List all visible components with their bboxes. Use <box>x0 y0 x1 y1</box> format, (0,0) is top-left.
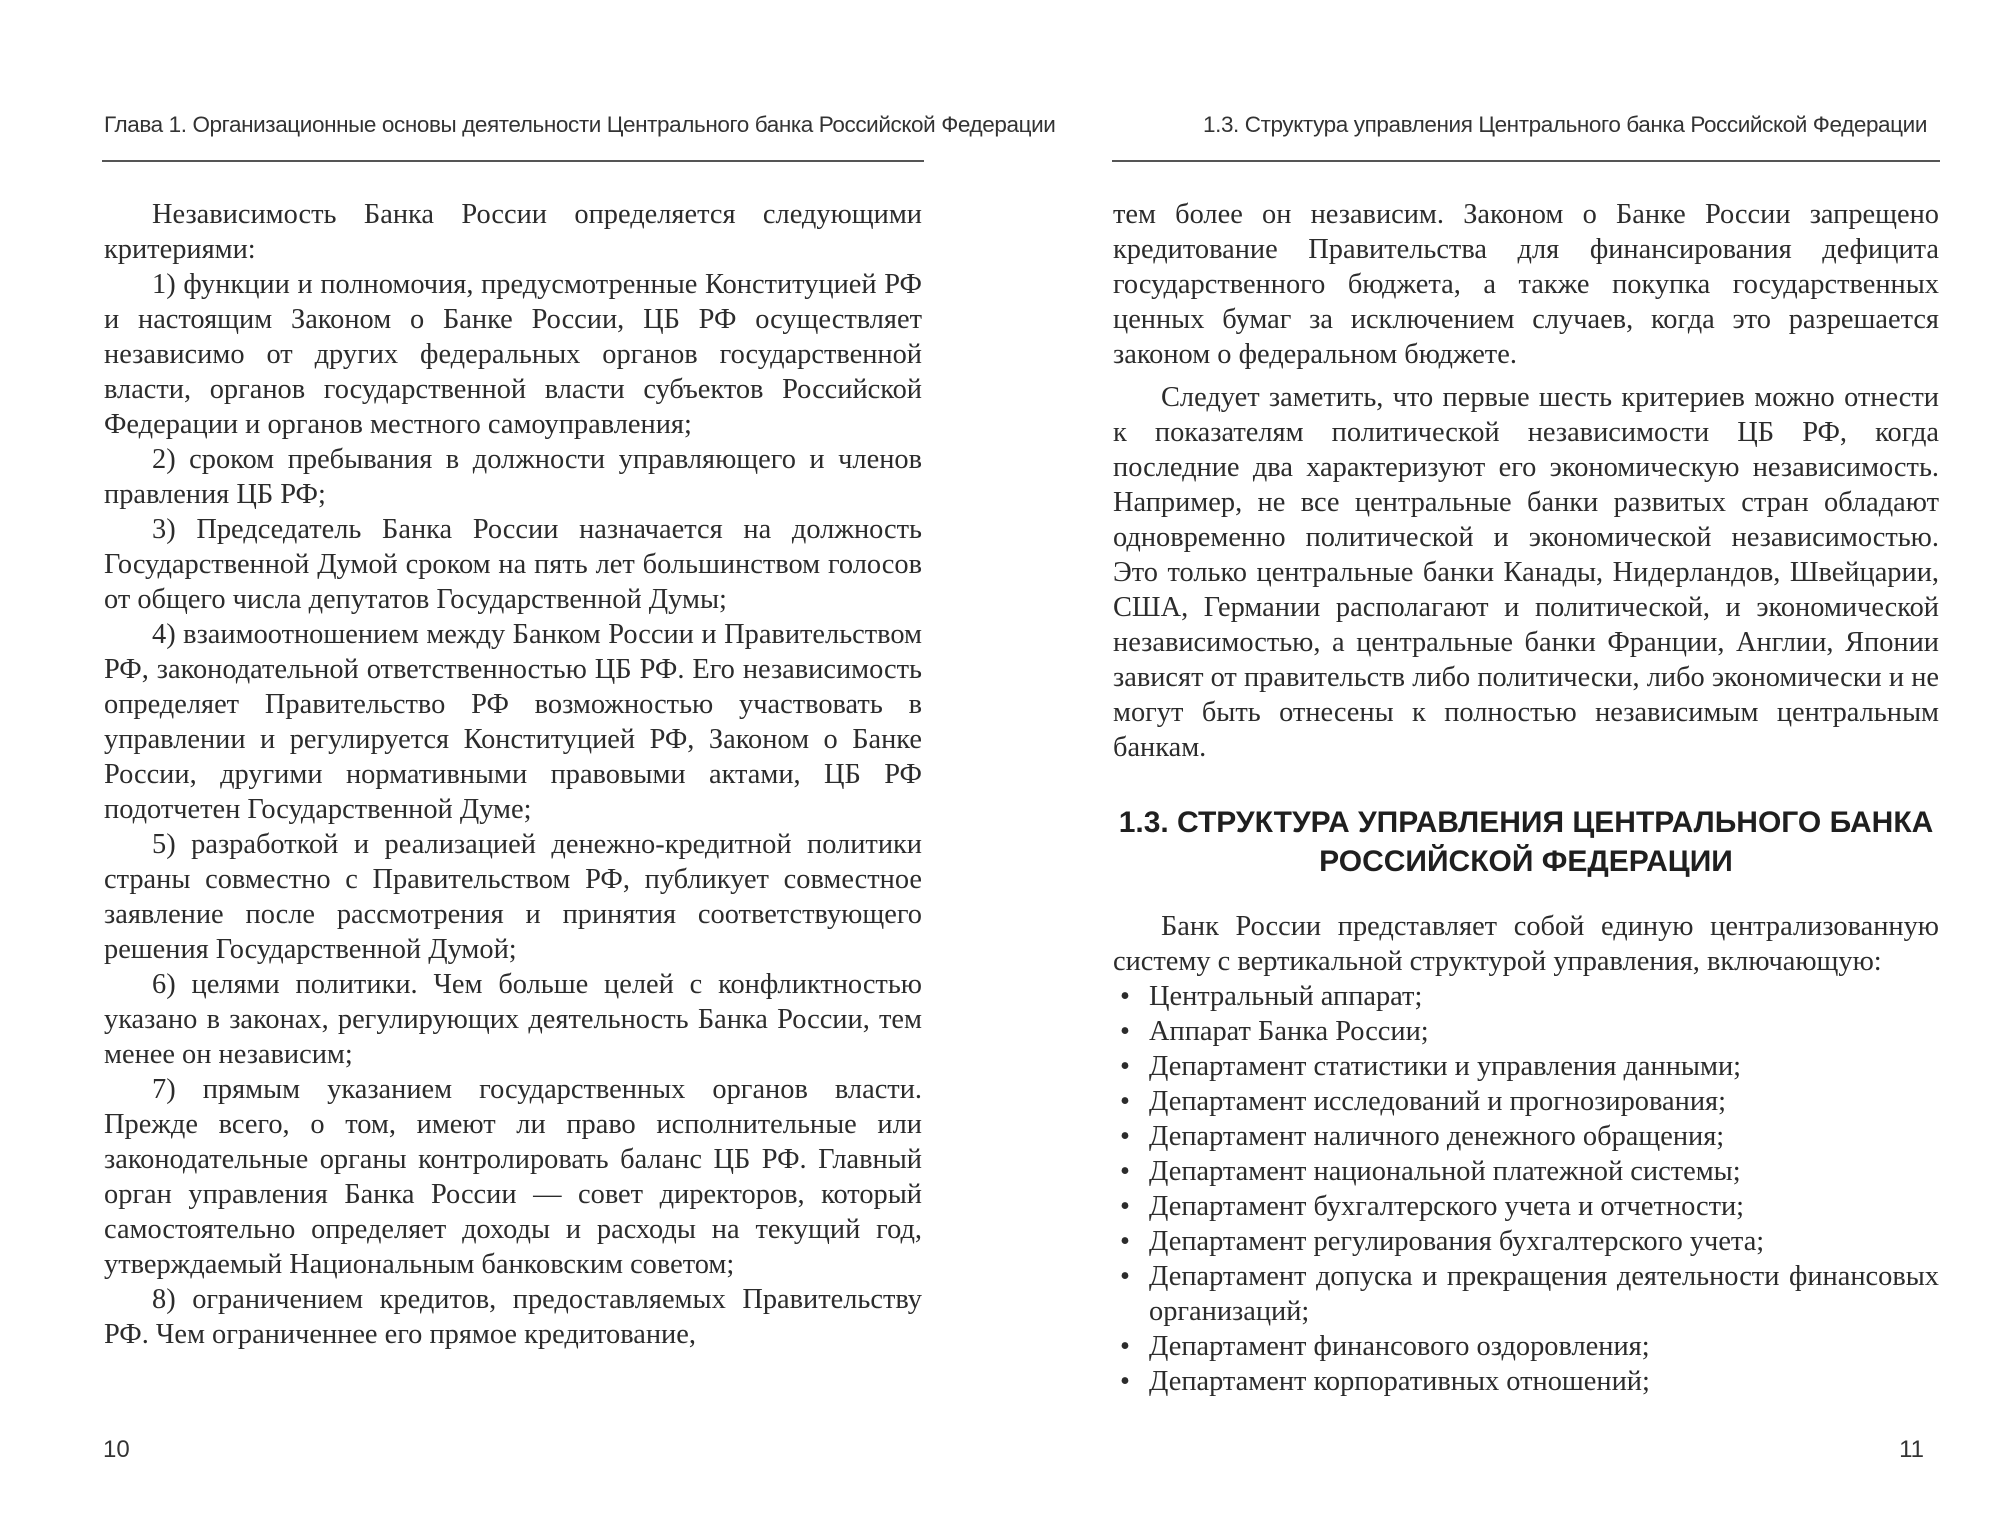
bullet-icon: • <box>1120 1331 1130 1362</box>
bullet-icon: • <box>1120 1051 1130 1082</box>
bullet-icon: • <box>1120 1016 1130 1047</box>
list-item: • Аппарат Банка России; <box>1113 1014 1939 1049</box>
list-item: • Департамент корпоративных отношений; <box>1113 1364 1939 1399</box>
criterion-5: 5) разработкой и реализацией денежно-кредитной политики страны совместно с Правительством РФ, публикует совместное заявление после рассмотрения и принятия соответствующего решения Государственной Думой; <box>104 829 922 965</box>
list-item: • Департамент статистики и управления данными; <box>1113 1049 1939 1084</box>
structure-intro: Банк России представляет собой единую централизованную систему с вертикальной структурой управления, включающую: <box>1113 911 1939 977</box>
right-running-header: 1.3. Структура управления Центрального банка Российской Федерации <box>1202 112 1927 137</box>
criterion-3: 3) Председатель Банка России назначается на должность Государственной Думой сроком на пять лет большинством голосов от общего числа депутатов Государственной Думы; <box>104 514 922 615</box>
paragraph-intro: Независимость Банка России определяется следующими критериями: <box>104 199 922 265</box>
list-item: • Департамент исследований и прогнозирования; <box>1113 1084 1939 1119</box>
section-heading-line-1: 1.3. СТРУКТУРА УПРАВЛЕНИЯ ЦЕНТРАЛЬНОГО БАНКА <box>1118 806 1934 839</box>
right-page <box>1000 0 2000 1534</box>
list-item: • Департамент допуска и прекращения деятельности финансовых организаций; <box>1113 1259 1939 1329</box>
right-header-rule <box>1112 160 1940 162</box>
bullet-icon: • <box>1120 1261 1130 1292</box>
section-heading-line-2: РОССИЙСКОЙ ФЕДЕРАЦИИ <box>1319 845 1733 878</box>
left-page-number: 10 <box>103 1436 130 1463</box>
list-item: • Департамент национальной платежной системы; <box>1113 1154 1939 1189</box>
criterion-8: 8) ограничением кредитов, предоставляемых Правительству РФ. Чем ограниченнее его прямое кредитование, <box>104 1284 922 1350</box>
bullet-icon: • <box>1120 1226 1130 1257</box>
bullet-icon: • <box>1120 1366 1130 1397</box>
continuation-paragraph: тем более он независим. Законом о Банке России запрещено кредитование Правительства для финансирования дефицита государственного бюджета, а также покупка государственных ценных бумаг за исключением случаев, когда это разрешается законом о федеральном бюджете. <box>1113 199 1939 370</box>
list-item: • Департамент наличного денежного обращения; <box>1113 1119 1939 1154</box>
right-page-number: 11 <box>1899 1436 1924 1463</box>
criterion-1: 1) функции и полномочия, предусмотренные Конституцией РФ и настоящим Законом о Банке России, ЦБ РФ осуществляет независимо от других федеральных органов государственной власти, органов государственной власти субъектов Российской Федерации и органов местного самоуправления; <box>104 269 922 440</box>
independence-paragraph: Следует заметить, что первые шесть критериев можно отнести к показателям политической независимости ЦБ РФ, когда последние два характеризуют его экономическую независимость. Например, не все центральные банки развитых стран обладают одновременно политической и экономической независимостью. Это только центральные банки Канады, Нидерландов, Швейцарии, США, Германии располагают и политической, и экономической независимостью, а центральные банки Франции, Англии, Японии зависят от правительств либо политически, либо экономически и не могут быть отнесены к полностью независимым центральным банкам. <box>1113 382 1939 763</box>
bullet-icon: • <box>1120 1191 1130 1222</box>
criterion-6: 6) целями политики. Чем больше целей с конфликтностью указано в законах, регулирующих деятельность Банка России, тем менее он независим; <box>104 969 922 1070</box>
criterion-2: 2) сроком пребывания в должности управляющего и членов правления ЦБ РФ; <box>104 444 922 510</box>
left-running-header: Глава 1. Организационные основы деятельности Центрального банка Российской Федерации <box>104 112 1056 137</box>
list-item: • Департамент бухгалтерского учета и отчетности; <box>1113 1189 1939 1224</box>
bullet-icon: • <box>1120 981 1130 1012</box>
left-header-rule <box>102 160 924 162</box>
bullet-icon: • <box>1120 1121 1130 1152</box>
left-page-body <box>104 197 922 1352</box>
criterion-7: 7) прямым указанием государственных органов власти. Прежде всего, о том, имеют ли право исполнительные или законодательные органы контролировать баланс ЦБ РФ. Главный орган управления Банка России — совет директоров, который самостоятельно определяет доходы и расходы на текущий год, утверждаемый Национальным банковским советом; <box>104 1074 922 1280</box>
right-page-body <box>1113 197 1939 1399</box>
list-item: • Центральный аппарат; <box>1113 979 1939 1014</box>
criterion-4: 4) взаимоотношением между Банком России и Правительством РФ, законодательной ответственностью ЦБ РФ. Его независимость определяет Правительство РФ возможностью участвовать в управлении и регулируется Конституцией РФ, Законом о Банке России, другими нормативными правовыми актами, ЦБ РФ подотчетен Государственной Думе; <box>104 619 922 825</box>
bullet-icon: • <box>1120 1086 1130 1117</box>
department-list <box>1113 979 1939 1399</box>
list-item: • Департамент регулирования бухгалтерского учета; <box>1113 1224 1939 1259</box>
section-heading <box>1113 803 1939 881</box>
list-item: • Департамент финансового оздоровления; <box>1113 1329 1939 1364</box>
bullet-icon: • <box>1120 1156 1130 1187</box>
